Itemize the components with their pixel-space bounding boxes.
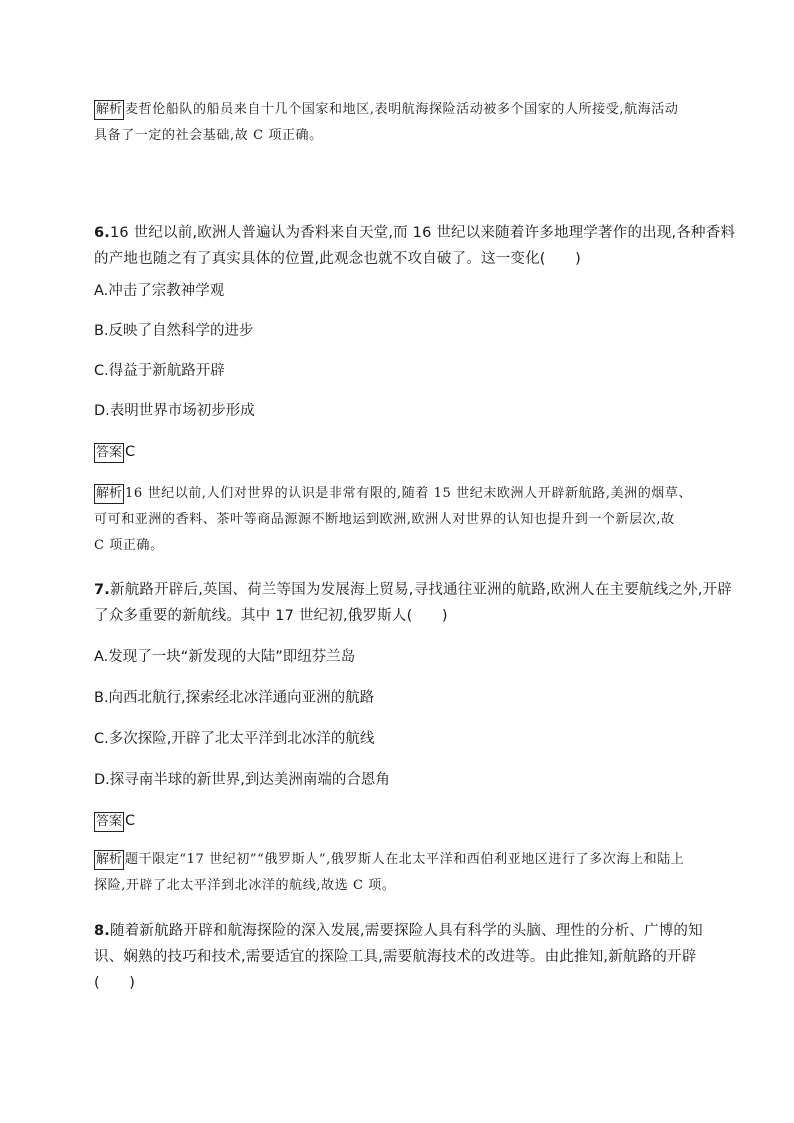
option-c: C.得益于新航路开辟 (94, 363, 225, 379)
explanation-7 (94, 847, 706, 899)
answer-7 (94, 811, 135, 832)
explanation-line (94, 847, 706, 873)
question-text: ( ) (94, 975, 136, 991)
answer-6 (94, 442, 135, 463)
explanation-text: 探险,开辟了北太平洋到北冰洋的航线,故选 C 项。 (94, 878, 396, 893)
explanation-text: 16 世纪以前,人们对世界的认识是非常有限的,随着 15 世纪末欧洲人开辟新航路,美洲的烟草、 (125, 486, 693, 501)
question-text: 了众多重要的新航线。其中 17 世纪初,俄罗斯人( ) (94, 608, 448, 624)
analysis-tag: 解析 (94, 850, 124, 870)
option-b: B.向西北航行,探索经北冰洋通向亚洲的航路 (94, 690, 375, 706)
explanation-text: 麦哲伦船队的船员来自十几个国家和地区,表明航海探险活动被多个国家的人所接受,航海活动 (125, 102, 679, 117)
answer-tag: 答案 (94, 812, 124, 832)
answer-value: C (125, 813, 136, 829)
question-number: 7. (94, 582, 110, 598)
question-line (94, 918, 706, 944)
analysis-tag: 解析 (94, 484, 124, 504)
option-a: A.冲击了宗教神学观 (94, 283, 225, 299)
explanation-text: 题干限定“17 世纪初”“俄罗斯人”,俄罗斯人在北太平洋和西伯利亚地区进行了多次海上和陆上 (125, 852, 685, 867)
answer-tag: 答案 (94, 443, 124, 463)
question-8-stem (94, 918, 706, 996)
explanation-text: 具备了一定的社会基础,故 C 项正确。 (94, 128, 323, 143)
explanation-6 (94, 481, 706, 559)
question-number: 6. (94, 225, 110, 241)
answer-value: C (125, 444, 136, 460)
question-text: 的产地也随之有了真实具体的位置,此观念也就不攻自破了。这一变化( ) (94, 251, 581, 267)
option-d: D.探寻南半球的新世界,到达美洲南端的合恩角 (94, 772, 390, 788)
question-text: 新航路开辟后,英国、荷兰等国为发展海上贸易,寻找通往亚洲的航路,欧洲人在主要航线之外,开辟 (110, 582, 732, 598)
explanation-text: 可可和亚洲的香料、茶叶等商品源源不断地运到欧洲,欧洲人对世界的认知也提升到一个新层次,故 (94, 512, 675, 527)
question-text: 识、娴熟的技巧和技术,需要适宜的探险工具,需要航海技术的改进等。由此推知,新航路的开辟 (94, 949, 697, 965)
question-6-stem (94, 220, 736, 272)
option-a: A.发现了一块“新发现的大陆”即纽芬兰岛 (94, 649, 356, 665)
question-line (94, 220, 736, 246)
question-7-stem (94, 577, 732, 629)
option-c: C.多次探险,开辟了北太平洋到北冰洋的航线 (94, 731, 375, 747)
analysis-tag: 解析 (94, 100, 124, 120)
explanation-line (94, 481, 706, 507)
option-b: B.反映了自然科学的进步 (94, 323, 254, 339)
explanation-5 (94, 97, 706, 149)
question-number: 8. (94, 923, 110, 939)
question-line (94, 577, 732, 603)
explanation-text: C 项正确。 (94, 538, 164, 553)
question-text: 16 世纪以前,欧洲人普遍认为香料来自天堂,而 16 世纪以来随着许多地理学著作的出现,各种香料 (110, 225, 736, 241)
explanation-line (94, 97, 706, 123)
question-text: 随着新航路开辟和航海探险的深入发展,需要探险人具有科学的头脑、理性的分析、广博的知 (110, 923, 703, 939)
option-d: D.表明世界市场初步形成 (94, 403, 255, 419)
